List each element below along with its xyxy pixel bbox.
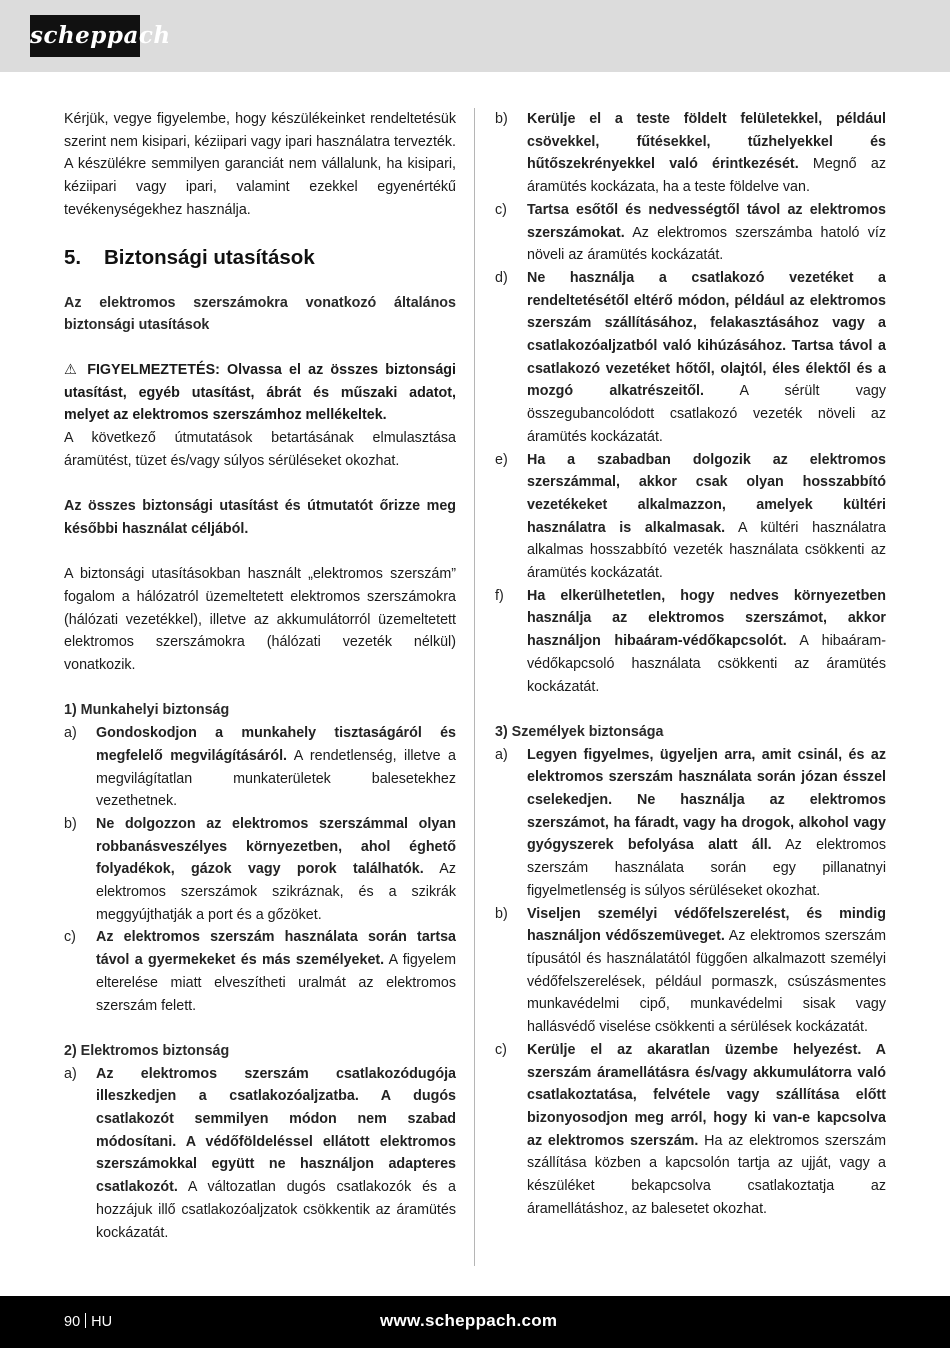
list-marker: b) (495, 111, 508, 127)
item-text: A hibaáram-védőkapcsoló használata csökkenti az áramütés kockázatát. (527, 633, 886, 695)
list-marker: d) (495, 269, 508, 286)
list-item (495, 267, 886, 449)
item-bold-text: Ne dolgozzon az elektromos szerszámmal olyan robbanásveszélyes környezetben, ahol éghető folyadékok, gázok vagy porok találhatók. (96, 815, 456, 878)
list-item (64, 722, 456, 813)
warning-triangle-icon: ⚠ (64, 361, 81, 378)
item-bold-text: Az elektromos szerszám használata során tartsa távol a gyermekeket és más személyeket. (96, 929, 456, 969)
list-item (495, 744, 886, 903)
list-marker: c) (64, 929, 76, 946)
item-bold-text: Ha elkerülhetetlen, hogy nedves környezetben használja az elektromos szerszámot, akkor használjon hibaáram-védőkapcsolót. (527, 587, 886, 650)
item-text: Az elektromos szerszámok szikráznak, és a szikrák meggyújthatják a port és a gőzöket. (96, 861, 456, 923)
list-item (495, 585, 886, 699)
footer-bar (0, 1296, 950, 1348)
item-text: Az elektromos szerszám használata során egy pillanatnyi figyelmetlenség is súlyos sérüléseket okozhat. (527, 837, 886, 899)
item-text: A kültéri használatra alkalmas hosszabbító vezeték használata csökkenti az áramütés kockázatát. (527, 519, 886, 582)
list-marker: f) (495, 587, 504, 604)
list-item (64, 813, 456, 927)
list-marker: a) (64, 725, 77, 742)
warning-paragraph (64, 359, 456, 427)
page-number: 90 (64, 1314, 81, 1330)
page-indicator (64, 1311, 112, 1333)
list-marker: c) (495, 1041, 507, 1058)
warning-bold-text: FIGYELMEZTETÉS: Olvassa el az összes biztonsági utasítást, egyéb utasítást, ábrát és műszaki adatot, melyet az elektromos szerszámhoz mellékeltek. (64, 361, 456, 424)
footer-separator (85, 1313, 86, 1328)
item-bold-text: Az elektromos szerszám csatlakozódugója illeszkedjen a csatlakozóaljzatba. A dugós csatlakozót semmilyen módon nem szabad módosítani. A védőföldeléssel ellátott elektromos szerszámokkal együtt ne használjon adapteres csatlakozót. (96, 1065, 456, 1196)
item-text: Az elektromos szerszám típusától és használatától függően alkalmazott személyi védőfelszerelések, például pormaszk, csúszásmentes munkavédelmi cipő, munkavédelmi sisak vagy hallásvédő viselése csökkenti a sérülések kockázatát. (527, 928, 886, 1036)
item-text: A rendetlenség, illetve a megvilágítatlan munkaterületek balesetekhez vezethetnek. (96, 747, 456, 810)
left-column (64, 108, 456, 1244)
list-marker: c) (495, 201, 507, 218)
item-text: Az elektromos szerszámba hatoló víz növeli az áramütés kockázatát. (527, 224, 886, 264)
item-text: A változatlan dugós csatlakozók és a hozzájuk illő csatlakozóaljzatok csökkentik az áramütés kockázatát. (96, 1179, 456, 1241)
workplace-safety-title: 1) Munkahelyi biztonság (64, 702, 230, 719)
list-item (64, 1063, 456, 1245)
right-column (495, 108, 886, 1220)
item-bold-text: Legyen figyelmes, ügyeljen arra, amit csinál, és az elektromos szerszám használata során józan ésszel cselekedjen. Ne használja az elektromos szerszámot, ha fáradt, vagy ha drogok, alkohol vagy gyógyszerek befolyása alatt áll. (527, 746, 886, 854)
column-divider (474, 108, 475, 1266)
section-heading (64, 244, 456, 272)
item-bold-text: Gondoskodjon a munkahely tisztaságáról és megfelelő megvilágításáról. (96, 725, 456, 764)
item-bold-text: Kerülje el az akaratlan üzembe helyezést. A szerszám áramellátásra és/vagy akkumulátorra való csatlakoztatása, felvétele vagy szállítása előtt bizonyosodjon meg arról, hogy ki van-e kapcsolva az elektromos szerszám. (527, 1041, 886, 1149)
item-bold-text: Ha a szabadban dolgozik az elektromos szerszámmal, akkor csak olyan hosszabbító vezetékeket alkalmazzon, amelyek kültéri használatra is alkalmasak. (527, 451, 886, 536)
list-marker: a) (64, 1065, 77, 1082)
list-item (495, 1039, 886, 1221)
list-marker: e) (495, 451, 508, 468)
electrical-safety-title: 2) Elektromos biztonság (64, 1042, 230, 1059)
list-item (495, 108, 886, 199)
list-item (495, 199, 886, 267)
warning-consequence-text: A következő útmutatások betartásának elmulasztása áramütést, tüzet és/vagy súlyos sérüléseket okozhat. (64, 430, 456, 469)
language-code: HU (91, 1314, 113, 1330)
item-bold-text: Tartsa esőtől és nedvességtől távol az elektromos szerszámokat. (527, 201, 886, 241)
header-bar (0, 0, 950, 72)
list-marker: a) (495, 746, 508, 763)
list-marker: b) (495, 905, 508, 922)
brand-logo: scheppach (30, 15, 140, 57)
website-link[interactable]: www.scheppach.com (380, 1311, 558, 1330)
list-item (495, 449, 886, 585)
item-bold-text: Ne használja a csatlakozó vezetéket a rendeltetésétől eltérő módon, például az elektromos szerszám szállításához, felakasztásához vagy a csatlakozóaljzatból való kihúzásához. Tartsa távol a csatlakozó vezetéket hőtől, olajtól, éles élektől és a mozgó alkatrészeitől. (527, 269, 886, 400)
item-bold-text: Kerülje el a teste földelt felületekkel, például csövekkel, fűtésekkel, tűzhelyekkel és hűtőszekrényekkel való érintkezését. (527, 111, 886, 173)
item-text: A figyelem elterelése miatt elveszítheti uralmát az elektromos szerszám felett. (96, 952, 456, 1014)
item-bold-text: Viseljen személyi védőfelszerelést, és mindig használjon védőszemüveget. (527, 905, 886, 945)
item-text: Megnő az áramütés kockázata, ha a teste földelve van. (527, 156, 886, 196)
power-tool-definition: A biztonsági utasításokban használt „elektromos szerszám” fogalom a hálózatról üzemeltetett elektromos szerszámokra (hálózati vezetékkel), illetve az akkumulátorról üzemeltetett elektromos szerszámokra (hálózati vezeték nélkül) vonatkozik. (64, 566, 456, 674)
personal-safety-title: 3) Személyek biztonsága (495, 723, 664, 740)
list-item (64, 926, 456, 1017)
item-text: A sérült vagy összegubancolódott csatlakozó vezeték növeli az áramütés kockázatát. (527, 383, 886, 445)
section-title: Biztonsági utasítások (104, 245, 315, 269)
list-item (495, 903, 886, 1039)
keep-instructions-note: Az összes biztonsági utasítást és útmutatót őrizze meg későbbi használat céljából. (64, 498, 456, 537)
item-text: Ha az elektromos szerszám szállítása közben a kapcsolón tartja az ujját, vagy a készüléket bekapcsolva csatlakoztatja az áramellátáshoz, az balesetet okozhat. (527, 1132, 886, 1217)
intro-paragraph: Kérjük, vegye figyelembe, hogy készülékeinket rendeltetésük szerint nem kisipari, kéziipari vagy ipari használatra tervezték. A készülékre semmilyen garanciát nem vállalunk, ha kisipari, kéziipari vagy ipari, valamint ezekkel egyenértékű tevékenységekhez használja. (64, 111, 456, 218)
section-number: 5. (64, 245, 82, 269)
general-safety-subheading: Az elektromos szerszámokra vonatkozó általános biztonsági utasítások (64, 294, 456, 334)
list-marker: b) (64, 815, 77, 832)
